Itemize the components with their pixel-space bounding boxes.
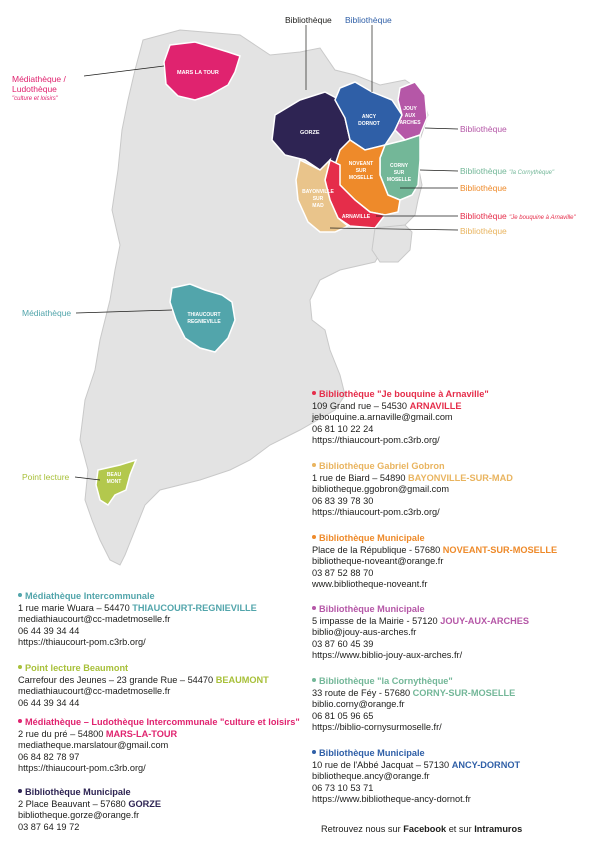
entry-title-text: Médiathèque – Ludothèque Intercommunale "culture et loisirs" bbox=[25, 717, 300, 727]
entry-address-text: 2 rue du pré – 54800 bbox=[18, 728, 104, 739]
directory-entry bbox=[18, 591, 257, 649]
entry-city: BAYONVILLE-SUR-MAD bbox=[408, 472, 513, 483]
entry-address-text: 5 impasse de la Mairie - 57120 bbox=[312, 615, 438, 626]
entry-email[interactable]: bibliotheque.gorze@orange.fr bbox=[18, 810, 140, 820]
entry-phone: 03 87 64 19 72 bbox=[18, 821, 80, 832]
zone-label-corny-3: MOSELLE bbox=[386, 177, 412, 183]
entry-phone: 06 81 10 22 24 bbox=[312, 423, 374, 434]
directory-entry bbox=[312, 461, 513, 519]
entry-city: CORNY-SUR-MOSELLE bbox=[412, 687, 516, 698]
territory-east-strip bbox=[372, 225, 412, 262]
zone-label-corny-2: SUR bbox=[393, 170, 405, 176]
zone-label-ancy-2: DORNOT bbox=[358, 121, 380, 127]
entry-website[interactable]: https://thiaucourt-pom.c3rb.org/ bbox=[312, 507, 440, 517]
entry-city: JOUY-AUX-ARCHES bbox=[440, 615, 530, 626]
label-ludotheque-line: Ludothèque bbox=[12, 84, 57, 94]
directory-entry bbox=[18, 663, 269, 709]
entry-email[interactable]: biblio@jouy-aus-arches.fr bbox=[312, 627, 417, 637]
entry-email[interactable]: biblio.corny@orange.fr bbox=[312, 699, 405, 709]
zone-label-gorze: GORZE bbox=[300, 130, 320, 136]
label-mediatheque-mars bbox=[12, 74, 66, 104]
entry-address bbox=[312, 473, 513, 485]
label-bib-gorze: Bibliothèque bbox=[285, 15, 332, 25]
entry-phone: 03 87 60 45 39 bbox=[312, 638, 374, 649]
entry-website[interactable]: https://thiaucourt-pom.c3rb.org/ bbox=[18, 763, 146, 773]
entry-address-text: 33 route de Féy - 57680 bbox=[312, 687, 411, 698]
entry-address-text: 1 rue marie Wuara – 54470 bbox=[18, 602, 130, 613]
entry-website[interactable]: https://www.bibliotheque-ancy-dornot.fr bbox=[312, 794, 471, 804]
entry-phone: 06 84 82 78 97 bbox=[18, 751, 80, 762]
zone-label-ancy-1: ANCY bbox=[361, 114, 377, 120]
entry-address-text: 1 rue de Biard – 54890 bbox=[312, 472, 406, 483]
bullet-icon bbox=[312, 750, 316, 754]
label-bib-noveant: Bibliothèque bbox=[460, 183, 507, 193]
label-bib-arnaville-sub: "Je bouquine à Arnaville" bbox=[509, 215, 576, 221]
bullet-icon bbox=[312, 535, 316, 539]
directory-entry bbox=[312, 676, 515, 734]
entry-email[interactable]: bibliotheque.ggobron@gmail.com bbox=[312, 484, 450, 494]
label-bib-arnaville-text: Bibliothèque bbox=[460, 211, 507, 221]
bullet-icon bbox=[18, 789, 22, 793]
zone-label-thiaucourt-2: REGNIEVILLE bbox=[187, 319, 221, 325]
entry-email[interactable]: jebouquine.a.arnaville@gmail.com bbox=[312, 412, 453, 422]
entry-city: ANCY-DORNOT bbox=[451, 759, 521, 770]
entry-phone: 06 83 39 78 30 bbox=[312, 495, 374, 506]
entry-address bbox=[312, 688, 515, 700]
entry-city: NOVEANT-SUR-MOSELLE bbox=[442, 544, 558, 555]
directory-entry bbox=[18, 787, 161, 833]
entry-title bbox=[18, 787, 161, 799]
zone-label-corny-1: CORNY bbox=[389, 163, 409, 169]
entry-address bbox=[18, 799, 161, 811]
label-bib-bayonville: Bibliothèque bbox=[460, 226, 507, 236]
entry-email[interactable]: bibliotheque-noveant@orange.fr bbox=[312, 556, 444, 566]
entry-title-text: Bibliothèque Municipale bbox=[319, 604, 425, 614]
label-bib-corny-text: Bibliothèque bbox=[460, 166, 507, 176]
entry-title bbox=[312, 676, 515, 688]
entry-website[interactable]: https://biblio-cornysurmoselle.fr/ bbox=[312, 722, 442, 732]
directory-entry bbox=[312, 389, 489, 447]
entry-city: THIAUCOURT-REGNIEVILLE bbox=[132, 602, 257, 613]
zone-label-bayonville-3: MAD bbox=[312, 203, 324, 209]
zone-label-beaumont-1: BEAU bbox=[106, 472, 122, 478]
entry-address bbox=[18, 729, 300, 741]
label-mediatheque-line: Médiathèque / bbox=[12, 74, 66, 84]
entry-title bbox=[18, 663, 269, 675]
label-bib-arnaville bbox=[460, 211, 576, 223]
zone-label-noveant-2: SUR bbox=[355, 168, 367, 174]
entry-title-text: Bibliothèque Municipale bbox=[319, 748, 425, 758]
directory-entry bbox=[312, 533, 557, 591]
zone-label-bayonville-2: SUR bbox=[312, 196, 324, 202]
footer-prefix: Retrouvez nous sur bbox=[321, 824, 401, 834]
entry-title bbox=[312, 461, 513, 473]
entry-title-text: Bibliothèque "la Cornythèque" bbox=[319, 676, 453, 686]
entry-city: MARS-LA-TOUR bbox=[105, 728, 178, 739]
entry-address-text: Carrefour des Jeunes – 23 grande Rue – 54470 bbox=[18, 674, 214, 685]
label-point-lecture: Point lecture bbox=[22, 472, 70, 482]
bullet-icon bbox=[18, 719, 22, 723]
zone-label-beaumont-2: MONT bbox=[106, 479, 122, 485]
label-bib-ancy: Bibliothèque bbox=[345, 15, 392, 25]
entry-phone: 03 87 52 88 70 bbox=[312, 567, 374, 578]
entry-website[interactable]: https://thiaucourt-pom.c3rb.org/ bbox=[312, 435, 440, 445]
entry-title bbox=[312, 533, 557, 545]
footer-and: et sur bbox=[448, 824, 472, 834]
entry-address bbox=[312, 616, 529, 628]
footer bbox=[321, 824, 522, 834]
bullet-icon bbox=[18, 593, 22, 597]
zone-label-jouy-1: JOUY bbox=[403, 106, 417, 112]
entry-city: GORZE bbox=[128, 798, 162, 809]
bullet-icon bbox=[312, 678, 316, 682]
zone-label-jouy-3: ARCHES bbox=[399, 120, 421, 126]
label-mediatheque-thiaucourt: Médiathèque bbox=[22, 308, 72, 318]
entry-address bbox=[312, 545, 557, 557]
entry-address-text: 109 Grand rue – 54530 bbox=[312, 400, 408, 411]
entry-title bbox=[312, 748, 520, 760]
entry-city: ARNAVILLE bbox=[409, 400, 462, 411]
label-bib-jouy: Bibliothèque bbox=[460, 124, 507, 134]
entry-website[interactable]: https://thiaucourt-pom.c3rb.org/ bbox=[18, 637, 146, 647]
zone-label-noveant-1: NOVEANT bbox=[348, 161, 374, 167]
bullet-icon bbox=[312, 463, 316, 467]
entry-phone: 06 73 10 53 71 bbox=[312, 782, 374, 793]
zone-label-thiaucourt-1: THIAUCOURT bbox=[187, 312, 221, 318]
bullet-icon bbox=[312, 391, 316, 395]
entry-address bbox=[312, 760, 520, 772]
label-bib-corny-sub: "la Cornythèque" bbox=[509, 170, 555, 176]
directory-entry bbox=[18, 717, 300, 775]
entry-address-text: Place de la République - 57680 bbox=[312, 544, 441, 555]
entry-title-text: Bibliothèque Gabriel Gobron bbox=[319, 461, 445, 471]
directory-entry bbox=[312, 604, 529, 662]
entry-email[interactable]: mediathiaucourt@cc-madetmoselle.fr bbox=[18, 686, 171, 696]
entry-address bbox=[18, 675, 269, 687]
entry-phone: 06 44 39 34 44 bbox=[18, 697, 80, 708]
facebook-link[interactable]: Facebook bbox=[403, 824, 447, 834]
bullet-icon bbox=[312, 606, 316, 610]
entry-title bbox=[18, 717, 300, 729]
intramuros-link[interactable]: Intramuros bbox=[474, 824, 523, 834]
zone-label-arnaville: ARNAVILLE bbox=[341, 214, 371, 220]
zone-label-mars: MARS LA TOUR bbox=[177, 70, 219, 76]
label-bib-corny bbox=[460, 166, 554, 178]
label-culture-loisirs: "culture et loisirs" bbox=[12, 96, 58, 102]
entry-address bbox=[18, 603, 257, 615]
entry-title-text: Point lecture Beaumont bbox=[25, 663, 129, 673]
entry-phone: 06 44 39 34 44 bbox=[18, 625, 80, 636]
entry-title-text: Bibliothèque Municipale bbox=[319, 533, 425, 543]
entry-title bbox=[18, 591, 257, 603]
entry-phone: 06 81 05 96 65 bbox=[312, 710, 374, 721]
directory-entry bbox=[312, 748, 520, 806]
entry-title bbox=[312, 604, 529, 616]
entry-address bbox=[312, 401, 489, 413]
entry-website[interactable]: https://www.biblio-jouy-aux-arches.fr/ bbox=[312, 650, 463, 660]
entry-email[interactable]: bibliotheque.ancy@orange.fr bbox=[312, 771, 430, 781]
entry-address-text: 10 rue de l'Abbé Jacquat – 57130 bbox=[312, 759, 450, 770]
entry-title bbox=[312, 389, 489, 401]
entry-title-text: Bibliothèque "Je bouquine à Arnaville" bbox=[319, 389, 489, 399]
bullet-icon bbox=[18, 665, 22, 669]
entry-website[interactable]: www.bibliotheque-noveant.fr bbox=[312, 579, 428, 589]
zone-label-noveant-3: MOSELLE bbox=[348, 175, 374, 181]
entry-email[interactable]: mediatheque.marslatour@gmail.com bbox=[18, 740, 169, 750]
entry-city: BEAUMONT bbox=[215, 674, 269, 685]
entry-address-text: 2 Place Beauvant – 57680 bbox=[18, 798, 126, 809]
entry-title-text: Médiathèque Intercommunale bbox=[25, 591, 155, 601]
entry-title-text: Bibliothèque Municipale bbox=[25, 787, 131, 797]
entry-email[interactable]: mediathiaucourt@cc-madetmoselle.fr bbox=[18, 614, 171, 624]
zone-label-jouy-2: AUX bbox=[404, 113, 416, 119]
zone-label-bayonville-1: BAYONVILLE bbox=[302, 189, 334, 195]
